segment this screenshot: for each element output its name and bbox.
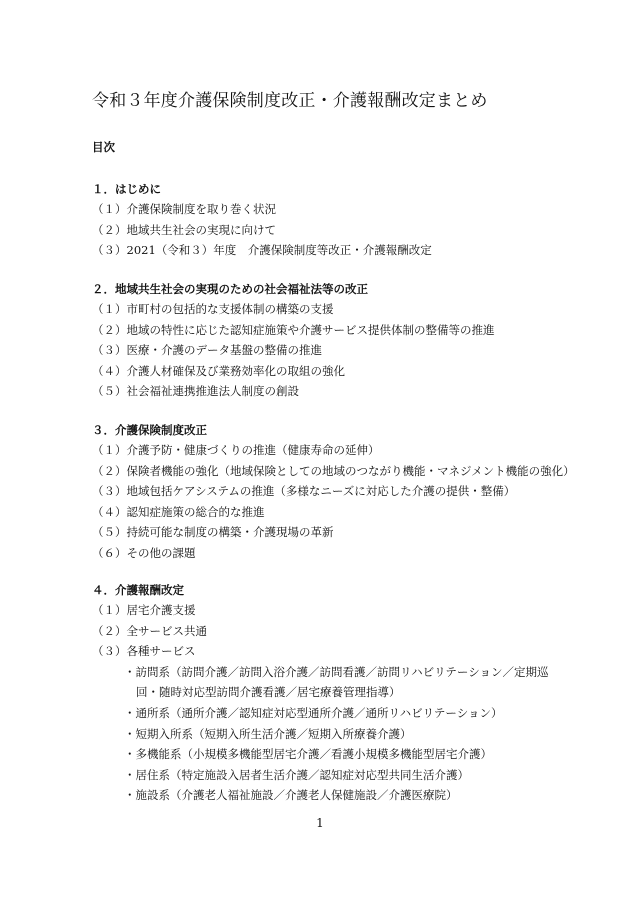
toc-item: （６）その他の課題 bbox=[92, 545, 196, 560]
toc-item: （５）持続可能な制度の構築・介護現場の革新 bbox=[92, 525, 334, 540]
section-title: １．はじめに bbox=[92, 182, 161, 196]
toc-item: （２）保険者機能の強化（地域保険としての地域のつながり機能・マネジメント機能の強化） bbox=[92, 463, 575, 478]
toc-item: （１）市町村の包括的な支援体制の構築の支援 bbox=[92, 302, 334, 316]
section-title: ４．介護報酬改定 bbox=[92, 583, 184, 597]
subitem-continuation: 回・随時対応型訪問介護看護／居宅療養管理指導） bbox=[136, 685, 401, 700]
toc-section-3 bbox=[92, 420, 575, 564]
toc-item: （２）全サービス共通 bbox=[92, 623, 207, 638]
document-title: 令和３年度介護保険制度改正・介護報酬改定まとめ bbox=[92, 91, 488, 111]
toc-item: （２）地域の特性に応じた認知症施策や介護サービス提供体制の整備等の推進 bbox=[92, 322, 495, 337]
toc-item: （３）地域包括ケアシステムの推進（多様なニーズに対応した介護の提供・整備） bbox=[92, 484, 516, 499]
toc-item: （３）各種サービス bbox=[92, 644, 196, 659]
toc-item: （２）地域共生社会の実現に向けて bbox=[92, 222, 276, 237]
subitem-line: ・多機能系（小規模多機能型居宅介護／看護小規模多機能型居宅介護） bbox=[124, 747, 492, 762]
toc-item: （３）2021（令和３）年度 介護保険制度等改正・介護報酬改定 bbox=[92, 243, 432, 258]
subitem-line: ・通所系（通所介護／認知症対応型通所介護／通所リハビリテーション） bbox=[124, 705, 503, 720]
toc-section-1 bbox=[92, 179, 562, 261]
toc-item: （３）医療・介護のデータ基盤の整備の推進 bbox=[92, 343, 322, 358]
toc-item: （１）居宅介護支援 bbox=[92, 603, 196, 617]
toc-section-2 bbox=[92, 279, 562, 402]
toc-item: （４）認知症施策の総合的な推進 bbox=[92, 504, 265, 519]
toc-subitem bbox=[92, 724, 562, 745]
section-title: ２．地域共生社会の実現のための社会福祉法等の改正 bbox=[92, 282, 368, 296]
toc-subitem bbox=[92, 765, 562, 786]
toc-item: （４）介護人材確保及び業務効率化の取組の強化 bbox=[92, 363, 345, 378]
toc-subitem bbox=[92, 662, 562, 703]
section-title: ３．介護保険制度改正 bbox=[92, 423, 207, 437]
toc-section-4 bbox=[92, 580, 562, 806]
subitem-line: ・訪問系（訪問介護／訪問入浴介護／訪問看護／訪問リハビリテーション／定期巡 bbox=[124, 664, 549, 679]
toc-subitem bbox=[92, 744, 562, 765]
subitem-line: ・短期入所系（短期入所生活介護／短期入所療養介護） bbox=[124, 726, 412, 741]
toc-subitem bbox=[92, 703, 562, 724]
toc-heading: 目次 bbox=[92, 140, 115, 154]
subitem-line: ・施設系（介護老人福祉施設／介護老人保健施設／介護医療院） bbox=[124, 788, 458, 803]
toc-item: （１）介護予防・健康づくりの推進（健康寿命の延伸） bbox=[92, 443, 380, 457]
subitem-line: ・居住系（特定施設入居者生活介護／認知症対応型共同生活介護） bbox=[124, 767, 469, 782]
toc-subitem bbox=[92, 785, 562, 806]
toc-item: （５）社会福祉連携推進法人制度の創設 bbox=[92, 384, 299, 399]
page-number: 1 bbox=[316, 816, 324, 830]
toc-item: （１）介護保険制度を取り巻く状況 bbox=[92, 202, 276, 216]
